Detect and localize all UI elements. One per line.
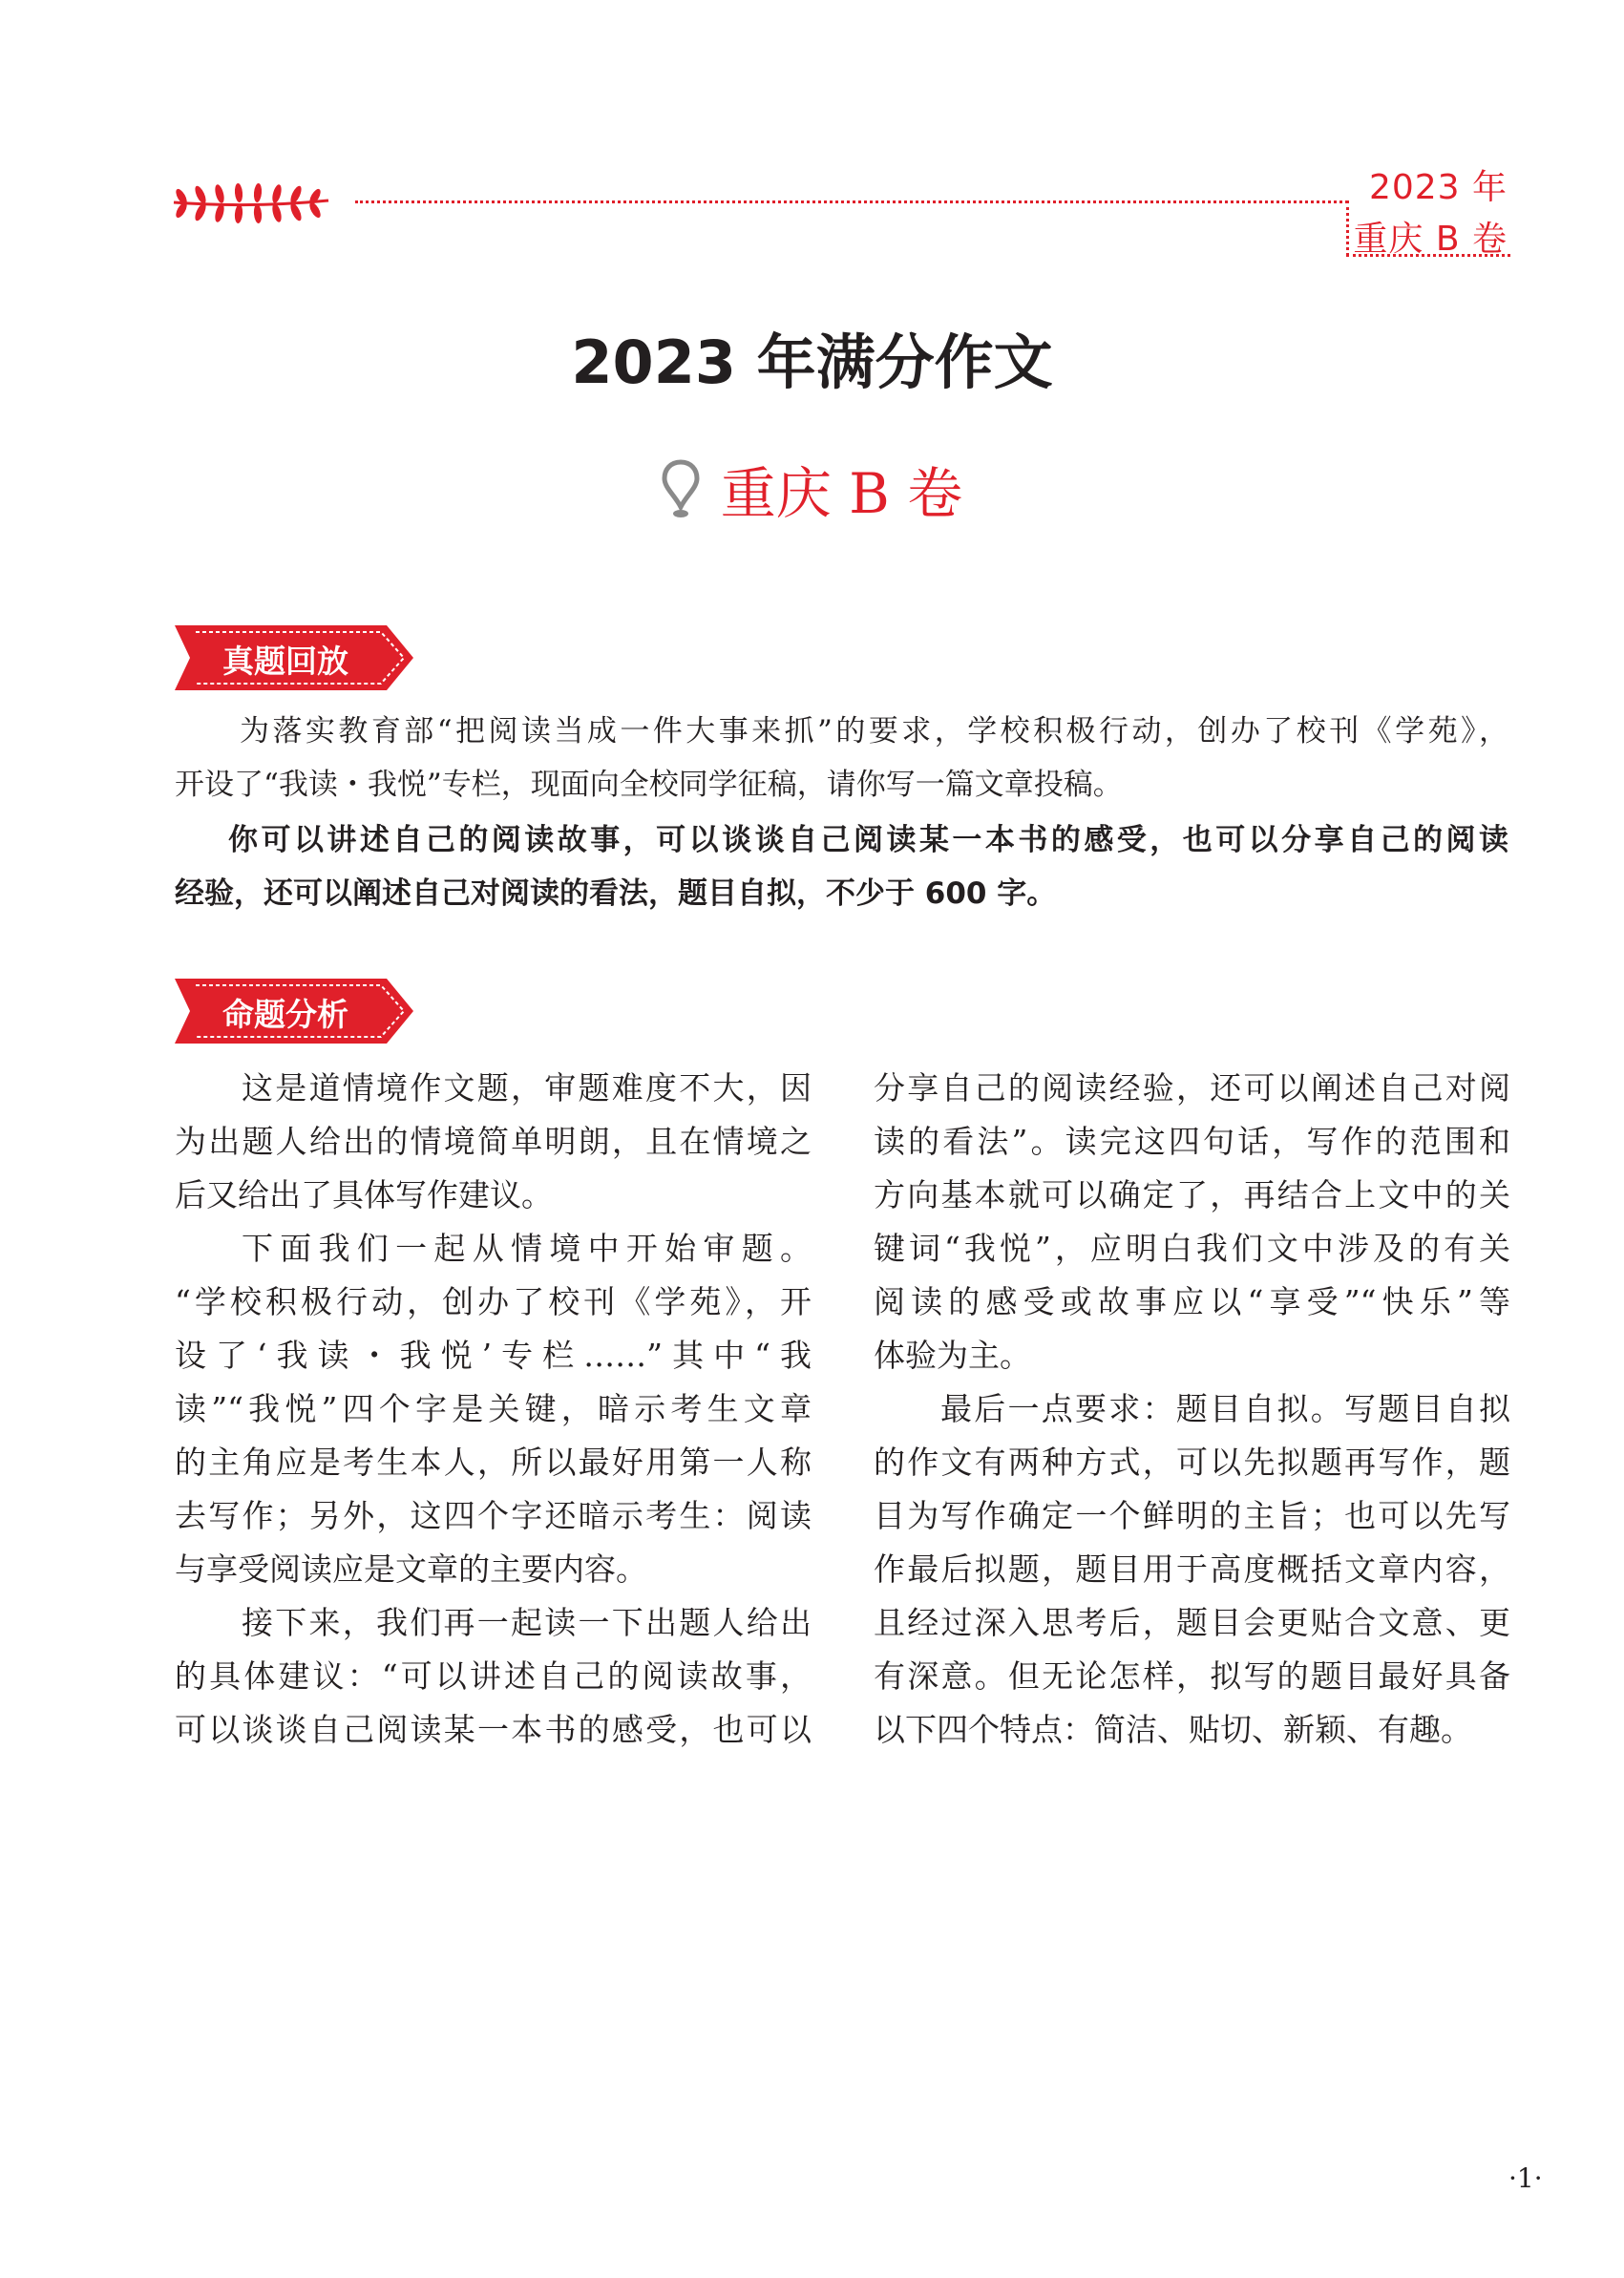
text-line: 分享自己的阅读经验，还可以阐述自己对阅 xyxy=(874,1069,1510,1107)
text-line: 体验为主。 xyxy=(874,1337,1031,1374)
prompt-requirement xyxy=(175,813,1508,920)
page-title: 2023 年满分作文 xyxy=(571,327,1053,397)
text-line: 作最后拟题，题目用于高度概括文章内容， xyxy=(874,1550,1510,1588)
text-line: 有深意。但无论怎样，拟写的题目最好具备 xyxy=(874,1657,1510,1695)
page-number: ·1· xyxy=(1508,2162,1543,2194)
text-line: 最后一点要求：题目自拟。写题目自拟 xyxy=(940,1390,1510,1427)
text-line: 阅读的感受或故事应以“享受”“快乐”等 xyxy=(874,1283,1510,1320)
text-line: 这是道情境作文题，审题难度不大，因 xyxy=(242,1069,812,1107)
subtitle-text: 重庆 B 卷 xyxy=(720,461,963,526)
text-line: 可以谈谈自己阅读某一本书的感受，也可以 xyxy=(175,1711,812,1748)
section-banner-analysis xyxy=(175,979,413,1044)
prompt-paragraph xyxy=(175,705,1508,812)
leaf-ornament-icon xyxy=(170,179,332,223)
text-line: 目为写作确定一个鲜明的主旨；也可以先写 xyxy=(874,1497,1510,1534)
text-line: 去写作；另外，这四个字还暗示考生：阅读 xyxy=(175,1497,812,1534)
text-line: 为出题人给出的情境简单明朗，且在情境之 xyxy=(175,1123,812,1160)
header-divider-vertical xyxy=(1346,200,1349,256)
text-line: 的具体建议：“可以讲述自己的阅读故事， xyxy=(175,1657,812,1695)
text-line: 开设了“我读・我悦”专栏，现面向全校同学征稿，请你写一篇文章投稿。 xyxy=(175,768,1123,802)
section-label: 命题分析 xyxy=(222,996,348,1033)
header-year: 2023 年 xyxy=(1368,168,1508,207)
text-line: 读的看法”。读完这四句话，写作的范围和 xyxy=(874,1123,1510,1160)
text-line: “学校积极行动，创办了校刊《学苑》，开 xyxy=(175,1283,812,1320)
text-line: 接下来，我们再一起读一下出题人给出 xyxy=(242,1604,812,1641)
text-line: 设了‘我读・我悦’专栏……”其中“我 xyxy=(175,1337,812,1374)
text-line: 的作文有两种方式，可以先拟题再写作，题 xyxy=(874,1444,1510,1481)
text-line: 以下四个特点：简洁、贴切、新颖、有趣。 xyxy=(874,1711,1472,1748)
header-region: 重庆 B 卷 xyxy=(1353,220,1508,259)
text-line: 键词“我悦”，应明白我们文中涉及的有关 xyxy=(874,1230,1510,1267)
analysis-left-column xyxy=(175,1062,812,1757)
page-subtitle xyxy=(0,449,1624,529)
text-line: 为落实教育部“把阅读当成一件大事来抓”的要求，学校积极行动，创办了校刊《学苑》， xyxy=(240,714,1508,749)
location-pin-icon xyxy=(662,459,700,518)
text-line: 你可以讲述自己的阅读故事，可以谈谈自己阅读某一本书的感受，也可以分享自己的阅读 xyxy=(228,823,1508,857)
text-line: 与享受阅读应是文章的主要内容。 xyxy=(175,1550,647,1588)
text-line: 读”“我悦”四个字是关键，暗示考生文章 xyxy=(175,1390,812,1427)
text-line: 且经过深入思考后，题目会更贴合文意、更 xyxy=(874,1604,1510,1641)
text-line: 方向基本就可以确定了，再结合上文中的关 xyxy=(874,1176,1510,1213)
header-divider xyxy=(355,200,1348,203)
analysis-right-column xyxy=(874,1062,1510,1757)
section-banner-zhenti xyxy=(175,625,413,690)
text-line: 下面我们一起从情境中开始审题。 xyxy=(242,1230,812,1267)
text-line: 经验，还可以阐述自己对阅读的看法，题目自拟，不少于 600 字。 xyxy=(175,876,1057,911)
section-label: 真题回放 xyxy=(222,643,348,680)
text-line: 的主角应是考生本人，所以最好用第一人称 xyxy=(175,1444,812,1481)
text-line: 后又给出了具体写作建议。 xyxy=(175,1176,553,1213)
